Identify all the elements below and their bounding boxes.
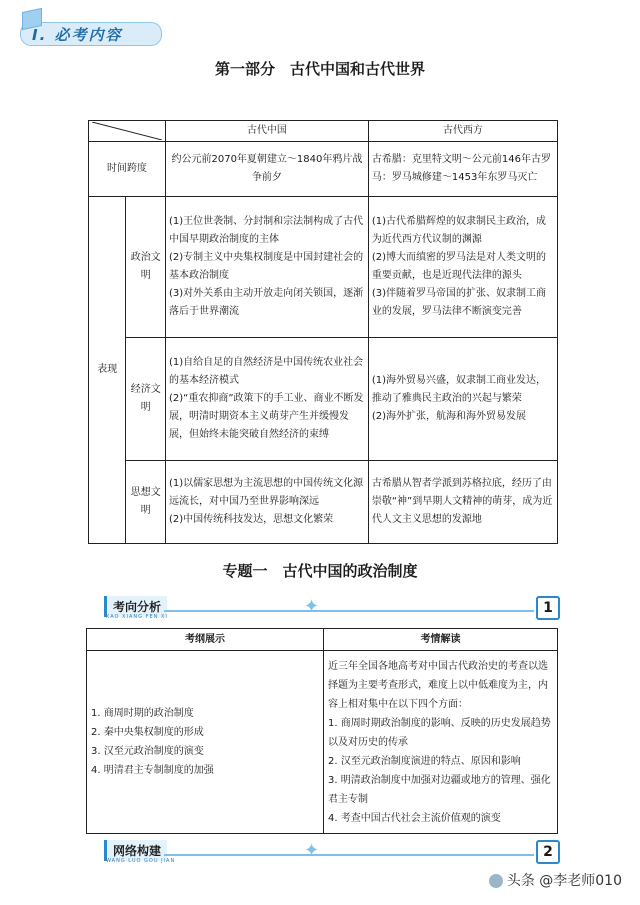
list-item: 2. 汉至元政治制度演进的特点、原因和影响 xyxy=(328,755,521,767)
col-header-outline: 考纲展示 xyxy=(87,629,324,651)
row-label-politics: 政治文明 xyxy=(126,197,166,338)
section-number: 2 xyxy=(536,840,560,864)
section-number: 1 xyxy=(536,596,560,620)
politics-china xyxy=(166,197,369,338)
list-item: (1)自给自足的自然经济是中国传统农业社会的基本经济模式 xyxy=(169,357,364,386)
watermark-text: 头条 @李老师010 xyxy=(506,873,622,889)
list-item: (1)以儒家思想为主流思想的中国传统文化源远流长，对中国乃至世界影响深远 xyxy=(169,478,364,507)
comparison-table xyxy=(88,120,558,544)
exam-table xyxy=(86,628,558,834)
list-item: (2)博大而缜密的罗马法是对人类文明的重要贡献，也是近现代法律的源头 xyxy=(371,252,547,281)
col-header-china: 古代中国 xyxy=(166,121,369,142)
thought-west xyxy=(368,461,557,544)
section-label: 网络构建 xyxy=(104,840,167,861)
list-item: (2)海外扩张，航海和海外贸易发展 xyxy=(371,411,527,422)
section-badge xyxy=(10,8,160,44)
divider xyxy=(164,854,534,856)
divider xyxy=(164,610,534,612)
badge-text: Ⅰ. 必考内容 xyxy=(32,26,123,44)
time-label: 时间跨度 xyxy=(89,142,166,197)
section-label: 考向分析 xyxy=(104,596,167,617)
economy-west xyxy=(368,338,557,461)
list-item: (3)对外关系由主动开放走向闭关锁国，逐渐落后于世界潮流 xyxy=(169,288,364,317)
row-label-thought: 思想文明 xyxy=(126,461,166,544)
toutiao-icon xyxy=(489,874,503,888)
decoration-icon: ✦ xyxy=(304,840,320,861)
group-label: 表现 xyxy=(89,197,126,544)
list-item: 4. 明清君主专制制度的加强 xyxy=(91,765,214,776)
section-header-network xyxy=(104,840,564,868)
list-item: (2)“重农抑商”政策下的手工业、商业不断发展，明清时期资本主义萌芽产生并缓慢发展，但始终未能突破自然经济的束缚 xyxy=(169,393,364,440)
time-china: 约公元前2070年夏朝建立～1840年鸦片战争前夕 xyxy=(166,142,369,197)
list-item: 古希腊从智者学派到苏格拉底，经历了由崇敬“神”到早期人文精神的萌芽，成为近代人文主义思想的发源地 xyxy=(371,478,553,525)
list-item: (1)古代希腊辉煌的奴隶制民主政治，成为近代西方代议制的渊源 xyxy=(371,216,547,245)
watermark xyxy=(489,870,622,890)
col-header-analysis: 考情解读 xyxy=(324,629,558,651)
row-label-economy: 经济文明 xyxy=(126,338,166,461)
list-item: (1)海外贸易兴盛，奴隶制工商业发达，推动了雅典民主政治的兴起与繁荣 xyxy=(371,375,547,404)
list-item: 4. 考查中国古代社会主流价值观的演变 xyxy=(328,812,501,824)
time-west: 古希腊：克里特文明～公元前146年古罗马：罗马城修建～1453年东罗马灭亡 xyxy=(368,142,557,197)
outline-list xyxy=(87,651,324,834)
analysis-list xyxy=(324,651,558,834)
thought-china xyxy=(166,461,369,544)
topic-title: 专题一 古代中国的政治制度 xyxy=(222,562,418,580)
section-pinyin: WANG LUO GOU JIAN xyxy=(106,858,176,864)
part-title: 第一部分 古代中国和古代世界 xyxy=(214,60,425,78)
list-item: (3)伴随着罗马帝国的扩张、奴隶制工商业的发展，罗马法律不断演变完善 xyxy=(371,288,547,317)
list-item: 近三年全国各地高考对中国古代政治史的考查以选择题为主要考查形式，难度上以中低难度为主，内容上相对集中在以下四个方面： xyxy=(328,660,548,710)
economy-china xyxy=(166,338,369,461)
list-item: (2)中国传统科技发达，思想文化繁荣 xyxy=(169,514,334,525)
list-item: (1)王位世袭制、分封制和宗法制构成了古代中国早期政治制度的主体 xyxy=(169,216,364,245)
section-pinyin: KAO XIANG FEN XI xyxy=(106,614,168,620)
decoration-icon: ✦ xyxy=(304,596,320,617)
list-item: (2)专制主义中央集权制度是中国封建社会的基本政治制度 xyxy=(169,252,364,281)
diagonal-header-cell xyxy=(89,121,166,142)
list-item: 1. 商周时期政治制度的影响、反映的历史发展趋势以及对历史的传承 xyxy=(328,717,551,748)
col-header-west: 古代西方 xyxy=(368,121,557,142)
list-item: 3. 汉至元政治制度的演变 xyxy=(91,746,204,757)
politics-west xyxy=(368,197,557,338)
list-item: 2. 秦中央集权制度的形成 xyxy=(91,727,204,738)
section-header-analysis xyxy=(104,596,564,624)
list-item: 1. 商周时期的政治制度 xyxy=(91,708,194,719)
list-item: 3. 明清政治制度中加强对边疆或地方的管理、强化君主专制 xyxy=(328,774,551,805)
